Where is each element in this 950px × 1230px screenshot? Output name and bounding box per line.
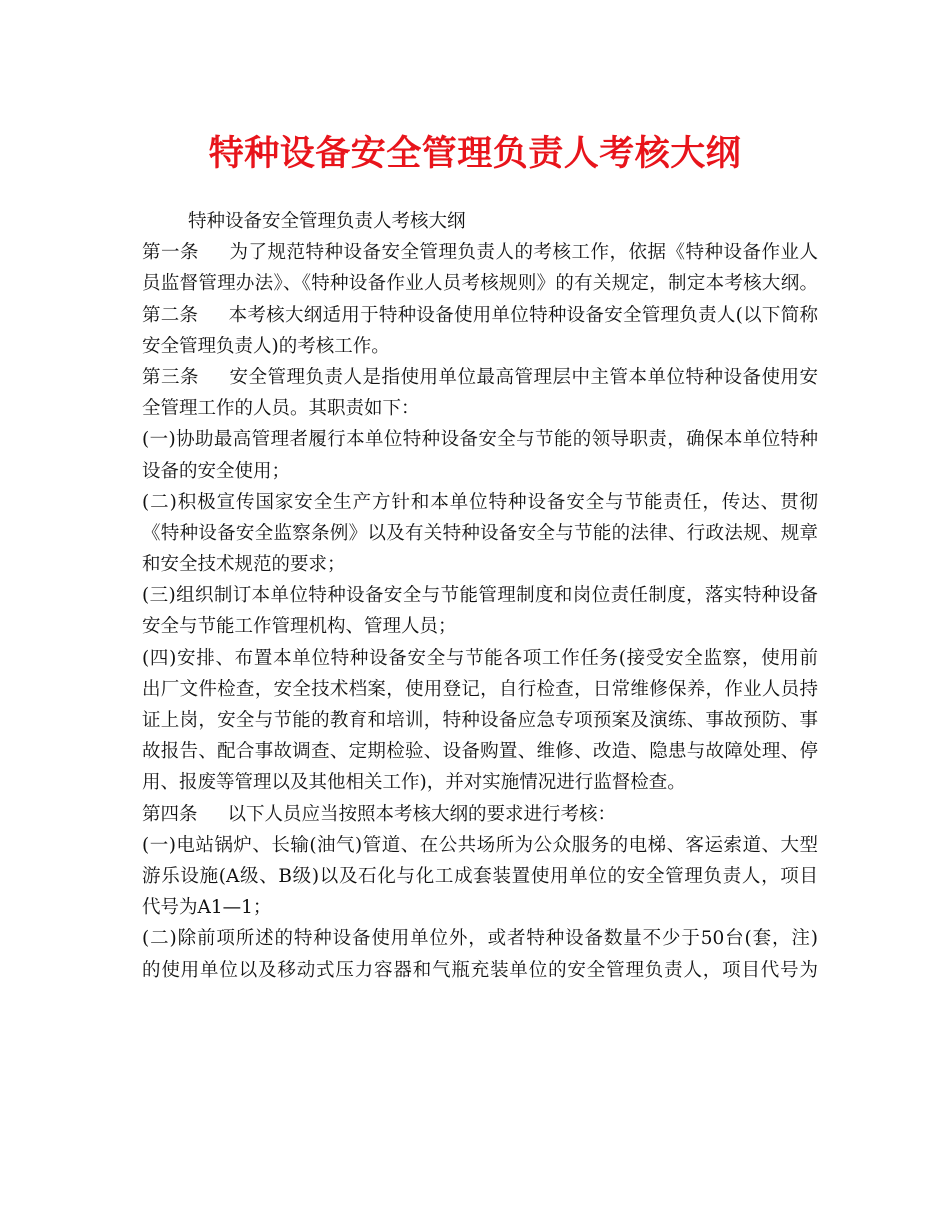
text-line [142,705,818,736]
line-text: (三)组织制订本单位特种设备安全与节能管理制度和岗位责任制度，落实特种设备 [142,585,818,607]
text-line [142,674,818,705]
line-text: 设备的安全使用； [142,460,291,482]
text-line [142,331,818,362]
line-text: 出厂文件检查，安全技术档案，使用登记，自行检查，日常维修保养，作业人员持 [142,678,818,700]
article-number: 第四条 [142,803,198,825]
line-text: 本考核大纲适用于特种设备使用单位特种设备安全管理负责人(以下简称 [228,304,818,326]
text-line [142,767,818,798]
text-line [142,456,818,487]
line-text: 安全与节能工作管理机构、管理人员； [142,616,457,638]
line-text: (二)积极宣传国家安全生产方针和本单位特种设备安全与节能责任，传达、贯彻 [142,491,818,513]
line-text: (二)除前项所述的特种设备使用单位外，或者特种设备数量不少于50台(套，注) [142,928,818,950]
line-text: 以下人员应当按照本考核大纲的要求进行考核： [227,803,617,825]
text-line [142,861,818,892]
article-number: 第一条 [142,242,199,264]
line-text: 员监督管理办法》、《特种设备作业人员考核规则》的有关规定，制定本考核大纲。 [142,273,818,295]
article-number: 第三条 [142,366,199,388]
text-line [142,611,818,642]
text-line [142,799,818,830]
line-text: 证上岗，安全与节能的教育和培训，特种设备应急专项预案及演练、事故预防、事 [142,710,818,731]
line-text: 和安全技术规范的要求； [142,554,346,576]
document-body [142,206,818,986]
line-text: 游乐设施(A级、B级)以及石化与化工成套装置使用单位的安全管理负责人，项目 [142,865,818,887]
text-line [142,206,818,237]
text-line [142,736,818,767]
line-text: 的使用单位以及移动式压力容器和气瓶充装单位的安全管理负责人，项目代号为 [142,959,818,981]
text-line [142,549,818,580]
line-text: (四)安排、布置本单位特种设备安全与节能各项工作任务(接受安全监察，使用前 [142,647,818,669]
text-line [142,643,818,674]
text-line [142,424,818,455]
text-line [142,393,818,424]
line-text: (一)协助最高管理者履行本单位特种设备安全与节能的领导职责，确保本单位特种 [142,429,818,451]
text-line [142,955,818,986]
text-line [142,580,818,611]
line-text: 安全管理负责人)的考核工作。 [142,335,390,357]
text-line [142,923,818,954]
text-line [142,300,818,331]
line-text: 用、报废等管理以及其他相关工作)，并对实施情况进行监督检查。 [142,772,686,794]
document-title: 特种设备安全管理负责人考核大纲 [208,133,742,174]
text-line [142,892,818,923]
text-line [142,830,818,861]
line-text: 为了规范特种设备安全管理负责人的考核工作，依据《特种设备作业人 [229,242,818,264]
article-number: 第二条 [142,304,199,326]
text-line [142,362,818,393]
line-text: 故报告、配合事故调查、定期检验、设备购置、维修、改造、隐患与故障处理、停 [142,741,818,763]
text-line [142,268,818,299]
text-line [142,518,818,549]
line-text: 代号为A1—1； [142,897,272,919]
line-text: (一)电站锅炉、长输(油气)管道、在公共场所为公众服务的电梯、客运索道、大型 [142,834,818,856]
line-text: 《特种设备安全监察条例》以及有关特种设备安全与节能的法律、行政法规、规章 [142,522,818,544]
text-line [142,487,818,518]
line-text: 特种设备安全管理负责人考核大纲 [188,211,466,232]
line-text: 全管理工作的人员。其职责如下： [142,398,420,420]
line-text: 安全管理负责人是指使用单位最高管理层中主管本单位特种设备使用安 [229,366,818,388]
text-line [142,237,818,268]
